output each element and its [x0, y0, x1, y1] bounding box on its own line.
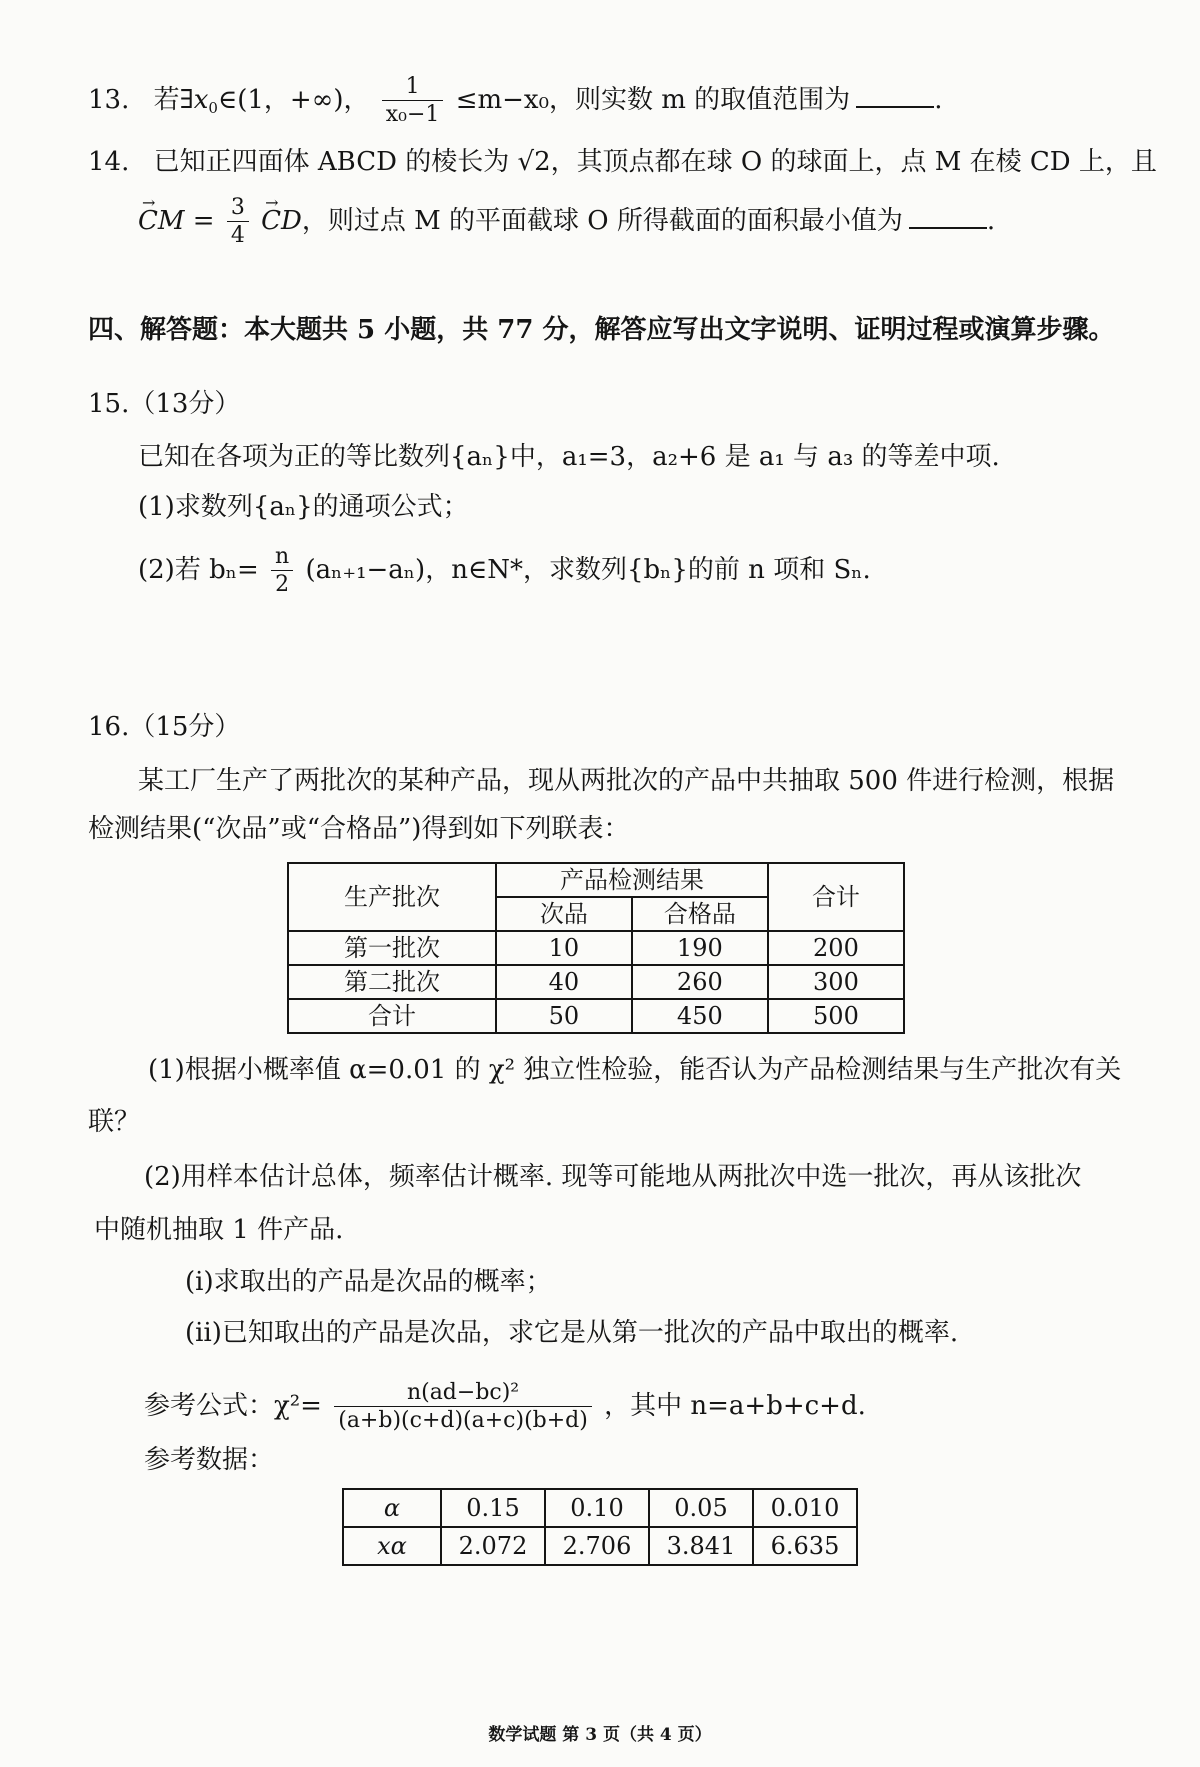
table-header-result: 产品检测结果	[496, 863, 768, 897]
frac-den: x₀−1	[382, 100, 444, 126]
cell-pass: 190	[632, 931, 768, 965]
table-row	[288, 965, 904, 999]
table-row	[343, 1489, 857, 1527]
table-row	[288, 931, 904, 965]
q15-p2-pre: (2)若 bₙ=	[138, 555, 259, 585]
q16-part2-b: 中随机抽取 1 件产品.	[94, 1215, 344, 1245]
critical-value: 3.841	[649, 1527, 753, 1565]
cell-pass: 260	[632, 965, 768, 999]
cell-defect: 40	[496, 965, 632, 999]
q16-part-ii: (ⅱ)已知取出的产品是次品，求它是从第一批次的产品中取出的概率.	[185, 1318, 959, 1348]
frac-num: 3	[230, 195, 245, 220]
formula-pre: 参考公式：χ²=	[144, 1391, 322, 1421]
section-heading: 四、解答题：本大题共 5 小题，共 77 分，解答应写出文字说明、证明过程或演算步骤。	[88, 315, 1115, 345]
q14-end: .	[986, 206, 996, 236]
question-number: 13.	[88, 85, 130, 115]
answer-blank	[909, 207, 987, 229]
vector-cm: → CM	[138, 204, 185, 238]
row-label: 第一批次	[288, 931, 496, 965]
alpha-value: 0.10	[545, 1489, 649, 1527]
page-footer: 数学试题 第 3 页（共 4 页）	[488, 1725, 712, 1745]
cell-total: 500	[768, 999, 904, 1033]
question-13	[88, 76, 942, 126]
alpha-value: 0.15	[441, 1489, 545, 1527]
q13-var: x	[193, 85, 209, 115]
vector-cd: → CD	[261, 204, 302, 238]
formula-post: ，其中 n=a+b+c+d.	[604, 1391, 866, 1421]
frac-den: (a+b)(c+d)(a+c)(b+d)	[334, 1406, 592, 1432]
frac-num: 1	[405, 74, 420, 99]
alpha-label: α	[343, 1489, 441, 1527]
q15-stem: 已知在各项为正的等比数列{aₙ}中，a₁=3，a₂+6 是 a₁ 与 a₃ 的等差中项.	[138, 442, 1000, 472]
critical-value: 2.072	[441, 1527, 545, 1565]
q15-part2	[138, 546, 871, 596]
q16-part2-a: (2)用样本估计总体，频率估计概率. 现等可能地从两批次中选一批次，再从该批次	[144, 1162, 1082, 1192]
table-header-batch: 生产批次	[288, 863, 496, 931]
cell-pass: 450	[632, 999, 768, 1033]
reference-formula	[144, 1382, 866, 1432]
q13-sub: 0	[208, 99, 218, 117]
chi-square-fraction	[334, 1382, 592, 1432]
q15-fraction	[271, 546, 293, 596]
cell-total: 200	[768, 931, 904, 965]
alpha-value: 0.05	[649, 1489, 753, 1527]
q13-text-rel: ≤m−x₀，则实数 m 的取值范围为	[455, 85, 851, 115]
q16-part-i: (ⅰ)求取出的产品是次品的概率；	[185, 1267, 552, 1297]
row-label: 第二批次	[288, 965, 496, 999]
table-header-total: 合计	[768, 863, 904, 931]
question-number: 14.	[88, 147, 130, 177]
q16-part1-b: 联？	[88, 1107, 141, 1137]
q14-line2-rest: ，则过点 M 的平面截球 O 所得截面的面积最小值为	[301, 206, 903, 236]
frac-den: 4	[227, 221, 249, 247]
table-header-defect: 次品	[496, 897, 632, 931]
q13-text-pre: 若∃	[153, 85, 194, 115]
q14-fraction	[227, 197, 249, 247]
answer-blank	[856, 86, 934, 108]
q16-stem-1: 某工厂生产了两批次的某种产品，现从两批次的产品中共抽取 500 件进行检测，根据	[138, 766, 1115, 796]
frac-den: 2	[271, 570, 293, 596]
q16-part1-a: (1)根据小概率值 α=0.01 的 χ² 独立性检验，能否认为产品检测结果与生产批次有关	[148, 1055, 1122, 1085]
row-label: 合计	[288, 999, 496, 1033]
q14-line1: 已知正四面体 ABCD 的棱长为 √2，其顶点都在球 O 的球面上，点 M 在棱 CD 上，且	[153, 147, 1157, 177]
table-row	[288, 999, 904, 1033]
table-row	[343, 1527, 857, 1565]
critical-value-table	[342, 1488, 858, 1566]
q15-p2-post: (aₙ₊₁−aₙ)，n∈N*，求数列{bₙ}的前 n 项和 Sₙ.	[305, 555, 871, 585]
question-15-header: 15.（13分）	[88, 389, 241, 419]
alpha-value: 0.010	[753, 1489, 857, 1527]
table-header-pass: 合格品	[632, 897, 768, 931]
question-14	[88, 145, 1157, 179]
cell-defect: 10	[496, 931, 632, 965]
frac-num: n	[275, 544, 290, 569]
critical-value: 6.635	[753, 1527, 857, 1565]
q13-interval: ∈(1，+∞)，	[217, 85, 370, 115]
q13-end: .	[934, 85, 943, 115]
cell-total: 300	[768, 965, 904, 999]
frac-num: n(ad−bc)²	[406, 1380, 520, 1405]
q14-eq: =	[192, 206, 215, 236]
q13-fraction	[382, 76, 444, 126]
reference-data-label: 参考数据：	[144, 1445, 275, 1475]
question-14-line2	[138, 197, 995, 247]
contingency-table	[287, 862, 905, 1034]
cell-defect: 50	[496, 999, 632, 1033]
q15-part1: (1)求数列{aₙ}的通项公式；	[138, 492, 469, 522]
critical-value: 2.706	[545, 1527, 649, 1565]
x-alpha-label: xα	[343, 1527, 441, 1565]
q16-stem-2: 检测结果(“次品”或“合格品”)得到如下列联表：	[88, 814, 630, 844]
question-16-header: 16.（15分）	[88, 712, 241, 742]
